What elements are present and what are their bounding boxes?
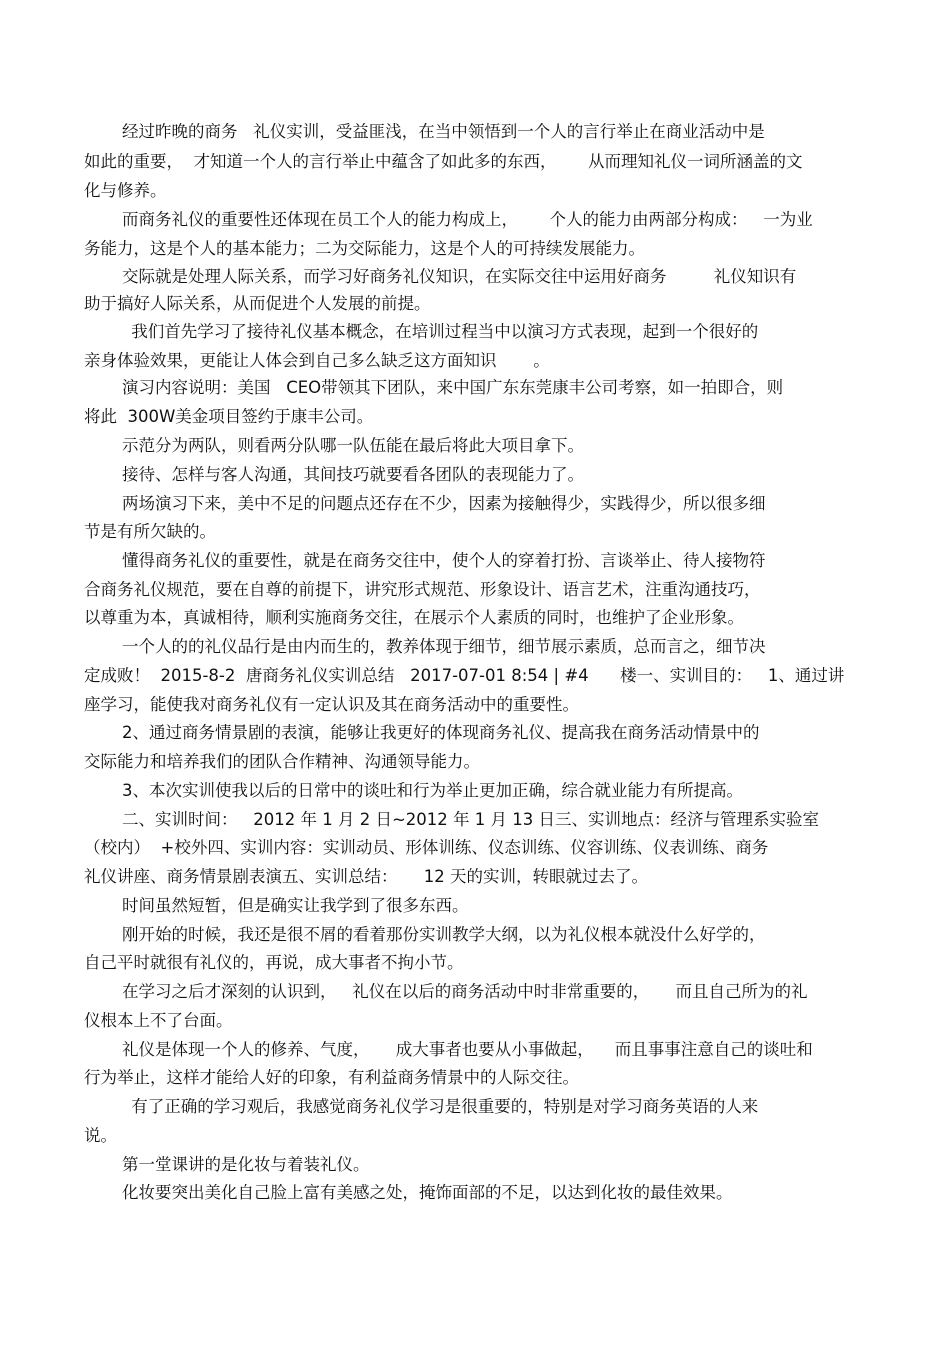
text-line: 礼仪讲座、商务情景剧表演五、实训总结： 12 天的实训，转眼就过去了。 — [84, 867, 648, 886]
text-line: 助于搞好人际关系，从而促进个人发展的前提。 — [84, 294, 431, 313]
text-line: 刚开始的时候，我还是很不屑的看着那份实训教学大纲，以为礼仪根本就没什么好学的， — [122, 925, 766, 944]
text-line: 亲身体验效果，更能让人体会到自己多么缺乏这方面知识 。 — [84, 351, 550, 370]
text-line: 时间虽然短暂，但是确实让我学到了很多东西。 — [122, 896, 469, 915]
text-line: 节是有所欠缺的。 — [84, 522, 216, 541]
text-line: （校内） +校外四、实训内容：实训动员、形体训练、仪态训练、仪容训练、仪表训练、商务 — [84, 838, 769, 857]
text-line: 化与修养。 — [84, 181, 167, 200]
text-line: 化妆要突出美化自己脸上富有美感之处，掩饰面部的不足，以达到化妆的最佳效果。 — [122, 1183, 733, 1202]
text-line: 示范分为两队，则看两分队哪一队伍能在最后将此大项目拿下。 — [122, 436, 584, 455]
text-line: 交际就是处理人际关系，而学习好商务礼仪知识，在实际交往中运用好商务 礼仪知识有 — [122, 267, 797, 286]
text-line: 2、通过商务情景剧的表演，能够让我更好的体现商务礼仪、提高我在商务活动情景中的 — [122, 723, 760, 742]
text-line: 将此 300W美金项目签约于康丰公司。 — [84, 407, 374, 426]
text-line: 定成败！ 2015-8-2 唐商务礼仪实训总结 2017-07-01 8:54 | #4 楼一、实训目的： 1、通过讲 — [84, 666, 845, 685]
text-line: 一个人的的礼仪品行是由内而生的，教养体现于细节，细节展示素质，总而言之，细节决 — [122, 637, 766, 656]
text-line: 如此的重要， 才知道一个人的言行举止中蕴含了如此多的东西， 从而理知礼仪一词所涵盖的文 — [84, 152, 803, 171]
text-line: 在学习之后才深刻的认识到， 礼仪在以后的商务活动中时非常重要的， 而且自己所为的礼 — [122, 982, 808, 1001]
text-line: 懂得商务礼仪的重要性，就是在商务交往中，使个人的穿着打扮、言谈举止、待人接物符 — [122, 551, 766, 570]
text-line: 仪根本上不了台面。 — [84, 1011, 233, 1030]
text-line: 礼仪是体现一个人的修养、气度， 成大事者也要从小事做起， 而且事事注意自己的谈吐和 — [122, 1040, 813, 1059]
text-line: 以尊重为本，真诚相待，顺利实施商务交往，在展示个人素质的同时，也维护了企业形象。 — [84, 608, 744, 627]
text-line: 接待、怎样与客人沟通，其间技巧就要看各团队的表现能力了。 — [122, 465, 584, 484]
text-line: 演习内容说明：美国 CEO带领其下团队，来中国广东东莞康丰公司考察，如一拍即合，则 — [122, 378, 784, 397]
text-line: 说。 — [84, 1126, 117, 1145]
text-line: 3、本次实训使我以后的日常中的谈吐和行为举止更加正确，综合就业能力有所提高。 — [122, 781, 743, 800]
text-line: 而商务礼仪的重要性还体现在员工个人的能力构成上， 个人的能力由两部分构成： 一为业 — [122, 210, 813, 229]
text-line: 座学习，能使我对商务礼仪有一定认识及其在商务活动中的重要性。 — [84, 695, 579, 714]
text-line: 自己平时就很有礼仪的，再说，成大事者不拘小节。 — [84, 953, 464, 972]
text-line: 交际能力和培养我们的团队合作精神、沟通领导能力。 — [84, 752, 480, 771]
text-line: 我们首先学习了接待礼仪基本概念，在培训过程当中以演习方式表现，起到一个很好的 — [126, 322, 759, 341]
text-line: 合商务礼仪规范，要在自尊的前提下，讲究形式规范、形象设计、语言艺术，注重沟通技巧， — [84, 580, 761, 599]
text-line: 二、实训时间： 2012 年 1 月 2 日~2012 年 1 月 13 日三、实训地点：经济与管理系实验室 — [122, 810, 819, 829]
text-line: 经过昨晚的商务 礼仪实训，受益匪浅，在当中领悟到一个人的言行举止在商业活动中是 — [122, 122, 765, 141]
text-line: 有了正确的学习观后，我感觉商务礼仪学习是很重要的，特别是对学习商务英语的人来 — [126, 1097, 759, 1116]
text-line: 第一堂课讲的是化妆与着装礼仪。 — [122, 1155, 370, 1174]
text-line: 务能力，这是个人的基本能力；二为交际能力，这是个人的可持续发展能力。 — [84, 239, 645, 258]
text-line: 行为举止，这样才能给人好的印象，有利益商务情景中的人际交往。 — [84, 1068, 579, 1087]
text-line: 两场演习下来，美中不足的问题点还存在不少，因素为接触得少，实践得少，所以很多细 — [122, 494, 766, 513]
